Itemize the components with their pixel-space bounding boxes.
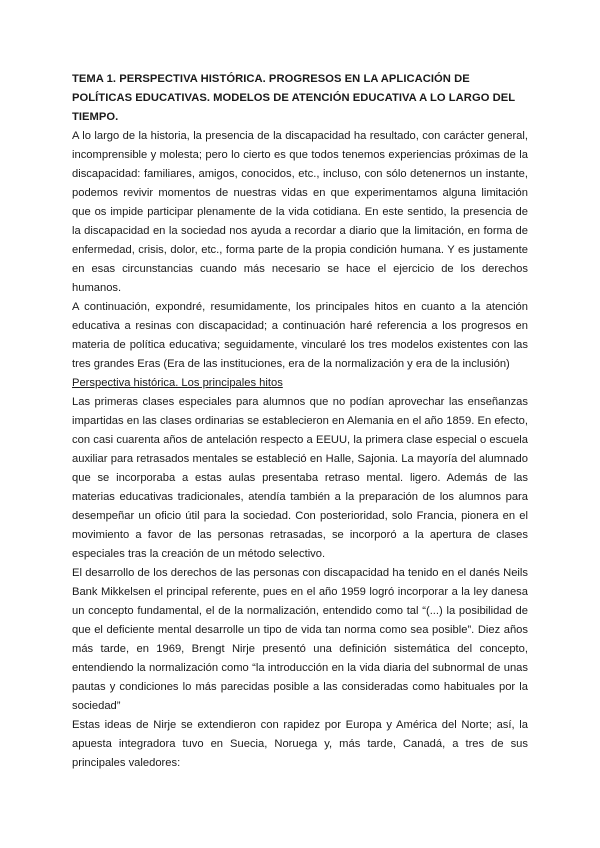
paragraph-outline: A continuación, expondré, resumidamente, los principales hitos en cuanto a la atención educativa a resinas con discapacidad; a continuación haré referencia a los progresos en materia de política educativa; seguidamente, vincularé los tres modelos existentes con las tres grandes Eras (Era de las instituciones, era de la normalización y era de la inclusión) [72,301,528,370]
paragraph-special-classes: Las primeras clases especiales para alumnos que no podían aprovechar las enseñanzas impartidas en las clases ordinarias se establecieron en Alemania en el año 1859. En efecto, con casi cuarenta años de antelación respecto a EEUU, la primera clase especial o escuela auxiliar para retrasados mentales se estableció en Halle, Sajonia. La mayoría del alumnado que se incorporaba a estas aulas presentaba retraso mental. ligero. Además de las materias educativas tradicionales, atendía también a la preparación de los alumnos para desempeñar un oficio útil para la sociedad. Con posterioridad, solo Francia, pionera en el movimiento a favor de las personas retrasadas, se incorporó a la apertura de clases especiales tras la creación de un método selectivo. [72,396,528,560]
paragraph-normalization: El desarrollo de los derechos de las personas con discapacidad ha tenido en el danés Neils Bank Mikkelsen el principal referente, pues en el año 1959 logró incorporar a la ley danesa un concepto fundamental, el de la normalización, entendido como tal “(...) la posibilidad de que el deficiente mental desarrolle un tipo de vida tan norma como sea posible”. Diez años más tarde, en 1969, Brengt Nirje presentó una definición sistemática del concepto, entendiendo la normalización como “la introducción en la vida diaria del subnormal de unas pautas y condiciones lo más parecidas posible a las consideradas como habituales por la sociedad” [72,567,528,712]
paragraph-intro: A lo largo de la historia, la presencia de la discapacidad ha resultado, con carácter general, incomprensible y molesta; pero lo cierto es que todos tenemos experiencias próximas de la discapacidad: familiares, amigos, conocidos, etc., incluso, con sólo detenernos un instante, podemos revivir momentos de nuestras vidas en que experimentamos alguna limitación que os impide participar plenamente de la vida cotidiana. En este sentido, la presencia de la discapacidad en la sociedad nos ayuda a recordar a diario que la limitación, en forma de enfermedad, crisis, dolor, etc., forma parte de la propia condición humana. Y es justamente en esas circunstancias cuando más necesario se hace el ejercicio de los derechos humanos. [72,130,528,294]
document-page [72,70,528,773]
section-heading: Perspectiva histórica. Los principales hitos [72,377,283,389]
document-title: TEMA 1. PERSPECTIVA HISTÓRICA. PROGRESOS EN LA APLICACIÓN DE POLÍTICAS EDUCATIVAS. MODELOS DE ATENCIÓN EDUCATIVA A LO LARGO DEL TIEMPO. [72,73,515,123]
paragraph-nirje-ideas: Estas ideas de Nirje se extendieron con rapidez por Europa y América del Norte; así, la apuesta integradora tuvo en Suecia, Noruega y, más tarde, Canadá, a tres de sus principales valedores: [72,719,528,769]
